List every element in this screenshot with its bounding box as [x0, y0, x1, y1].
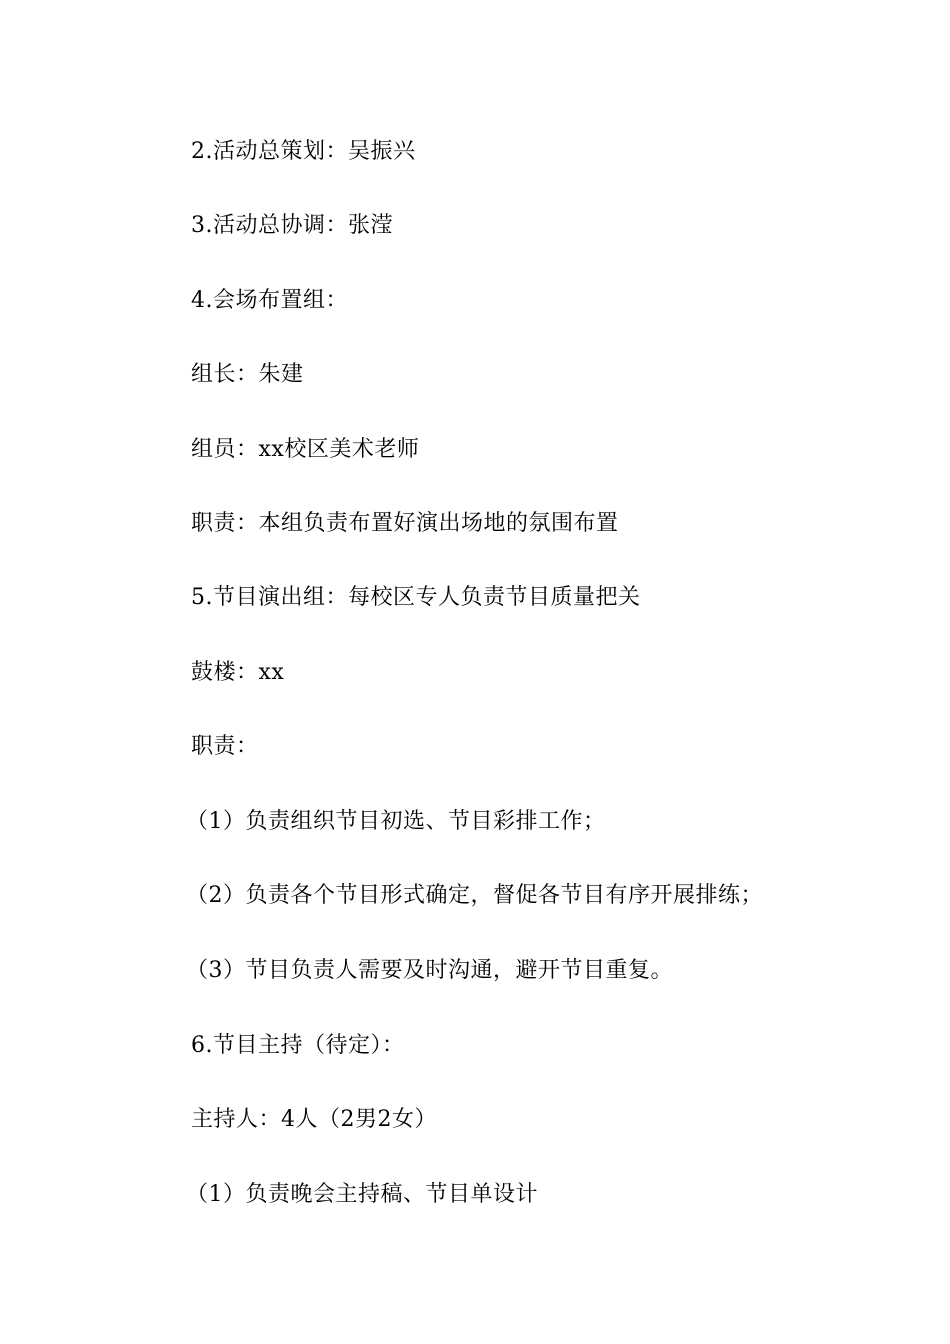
- text-line-hosting: 6.节目主持（待定）：: [191, 1033, 405, 1058]
- text-line-duty-heading: 职责：: [191, 734, 259, 759]
- text-line-venue-duty: 职责：本组负责布置好演出场地的氛围布置: [191, 511, 619, 536]
- text-line-duty-2: （2）负责各个节目形式确定，督促各节目有序开展排练；: [186, 883, 763, 908]
- text-line-duty-3: （3）节目负责人需要及时沟通，避开节目重复。: [186, 958, 673, 983]
- text-line-planner: 2.活动总策划：吴振兴: [191, 139, 416, 164]
- text-line-venue-group: 4.会场布置组：: [191, 288, 348, 313]
- text-line-duty-1: （1）负责组织节目初选、节目彩排工作；: [186, 809, 606, 834]
- text-line-coordinator: 3.活动总协调：张滢: [191, 213, 393, 238]
- text-line-host-duty-1: （1）负责晚会主持稿、节目单设计: [186, 1182, 538, 1207]
- text-line-performance-group: 5.节目演出组：每校区专人负责节目质量把关: [191, 585, 641, 610]
- text-line-gulou: 鼓楼：xx: [191, 660, 285, 685]
- text-line-group-leader: 组长：朱建: [191, 362, 304, 387]
- text-line-group-members: 组员：xx校区美术老师: [191, 437, 420, 462]
- text-line-hosts: 主持人：4人（2男2女）: [191, 1107, 437, 1132]
